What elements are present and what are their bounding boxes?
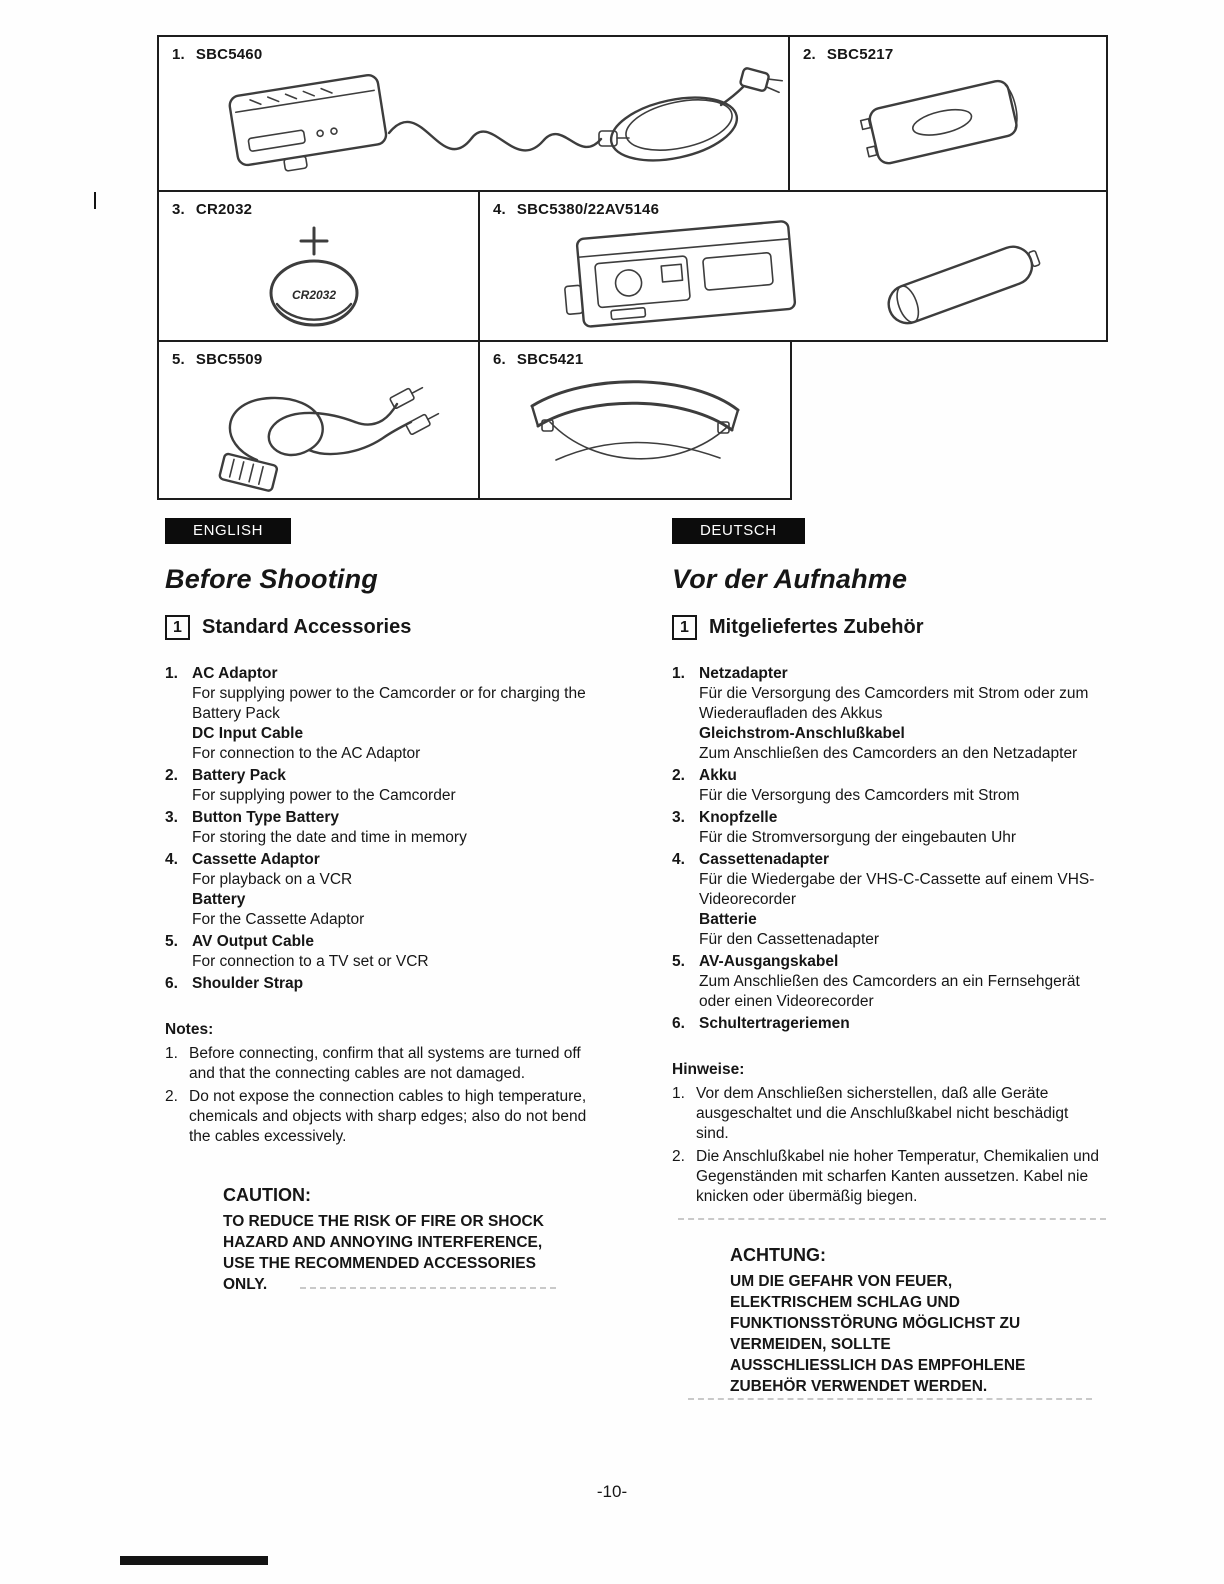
scan-artifact-dashes	[688, 1398, 1092, 1400]
list-item	[165, 664, 643, 764]
note-number: 1.	[165, 1045, 178, 1062]
item-description: Zum Anschließen des Camcorders an den Netzadapter	[699, 745, 1078, 762]
item-number: 1.	[165, 665, 178, 682]
notes-german	[672, 1060, 1150, 1207]
item-number: 5.	[165, 933, 178, 950]
german-column	[672, 518, 1150, 1397]
section-header-german	[672, 615, 1150, 640]
accessory-code: CR2032	[195, 201, 253, 218]
note-item	[165, 1044, 643, 1084]
accessory-list-german	[672, 664, 1150, 1034]
accessory-code: SBC5380/22AV5146	[516, 201, 660, 218]
accessory-box-6	[478, 340, 792, 500]
notes-english	[165, 1020, 643, 1147]
note-item	[672, 1147, 1150, 1207]
note-number: 2.	[165, 1088, 178, 1105]
item-description: For supplying power to the Camcorder or for charging the Battery Pack	[192, 685, 586, 722]
item-subname: Battery	[192, 891, 246, 908]
item-number: 2.	[165, 767, 178, 784]
item-description: Für die Wiedergabe der VHS-C-Cassette auf einem VHS-Videorecorder	[699, 871, 1095, 908]
accessory-code: SBC5217	[826, 46, 894, 63]
item-name: Shoulder Strap	[192, 975, 304, 992]
accessory-box-4	[478, 190, 1108, 342]
accessory-number: 3.	[172, 201, 185, 218]
list-item	[165, 766, 643, 806]
item-subname: DC Input Cable	[192, 725, 304, 742]
scan-artifact-tick	[94, 192, 96, 209]
page-title-english: Before Shooting	[165, 564, 378, 594]
caution-text: TO REDUCE THE RISK OF FIRE OR SHOCK HAZARD AND ANNOYING INTERFERENCE, USE THE RECOMMENDED ACCESSORIES ONLY.	[223, 1213, 544, 1293]
item-name: AV-Ausgangskabel	[699, 953, 839, 970]
language-badge-german: DEUTSCH	[672, 518, 805, 544]
item-name: AC Adaptor	[192, 665, 278, 682]
language-badge-english: ENGLISH	[165, 518, 291, 544]
accessory-code: SBC5421	[516, 351, 584, 368]
list-item	[165, 974, 643, 994]
item-name: Cassette Adaptor	[192, 851, 320, 868]
section-title: Mitgeliefertes Zubehör	[709, 616, 924, 638]
item-subname: Gleichstrom-Anschlußkabel	[699, 725, 905, 742]
list-item	[672, 952, 1150, 1012]
note-text: Do not expose the connection cables to high temperature, chemicals and objects with sharp edges; also do not bend the cables excessively.	[189, 1088, 587, 1145]
page-title-german: Vor der Aufnahme	[672, 564, 908, 594]
item-name: AV Output Cable	[192, 933, 314, 950]
accessory-code: SBC5509	[195, 351, 263, 368]
page-number: -10-	[596, 1482, 628, 1501]
item-description: For storing the date and time in memory	[192, 829, 467, 846]
accessory-number: 4.	[493, 201, 506, 218]
item-description: Für die Versorgung des Camcorders mit Strom oder zum Wiederaufladen des Akkus	[699, 685, 1089, 722]
item-description: For connection to a TV set or VCR	[192, 953, 429, 970]
item-number: 6.	[165, 975, 178, 992]
list-item	[165, 808, 643, 848]
accessory-label	[493, 351, 583, 368]
scan-artifact-dashes	[300, 1287, 556, 1289]
note-number: 1.	[672, 1085, 685, 1102]
list-item	[165, 932, 643, 972]
scan-artifact-dashes	[678, 1218, 1106, 1220]
list-item	[672, 850, 1150, 950]
section-number-box: 1	[672, 615, 697, 640]
accessory-number: 5.	[172, 351, 185, 368]
accessory-label	[493, 201, 659, 218]
item-name: Schultertrageriemen	[699, 1015, 850, 1032]
accessory-label	[172, 201, 252, 218]
accessory-number: 6.	[493, 351, 506, 368]
section-number-box: 1	[165, 615, 190, 640]
note-text: Vor dem Anschließen sicherstellen, daß alle Geräte ausgeschaltet und die Anschlußkabel nicht beschädigt sind.	[696, 1085, 1069, 1142]
item-description: For playback on a VCR	[192, 871, 353, 888]
note-item	[672, 1084, 1150, 1144]
notes-title: Hinweise:	[672, 1061, 745, 1078]
english-column	[165, 518, 643, 1295]
item-number: 2.	[672, 767, 685, 784]
accessory-code: SBC5460	[195, 46, 263, 63]
item-description: Zum Anschließen des Camcorders an ein Fernsehgerät oder einen Videorecorder	[699, 973, 1080, 1010]
accessory-label	[172, 351, 262, 368]
accessory-list-english	[165, 664, 643, 994]
list-item	[672, 1014, 1150, 1034]
notes-title: Notes:	[165, 1021, 214, 1038]
list-item	[165, 850, 643, 930]
scan-artifact-bar	[120, 1556, 268, 1565]
item-number: 3.	[672, 809, 685, 826]
item-number: 4.	[165, 851, 178, 868]
section-title: Standard Accessories	[202, 616, 412, 638]
note-number: 2.	[672, 1148, 685, 1165]
accessory-label	[172, 46, 262, 63]
item-name: Akku	[699, 767, 737, 784]
accessory-box-5	[157, 340, 480, 500]
item-number: 4.	[672, 851, 685, 868]
note-text: Die Anschlußkabel nie hoher Temperatur, Chemikalien und Gegenständen mit scharfen Kanten aussetzen. Kabel nie knicken oder übermäßig biegen.	[696, 1148, 1099, 1205]
item-description: For the Cassette Adaptor	[192, 911, 365, 928]
item-number: 1.	[672, 665, 685, 682]
list-item	[672, 808, 1150, 848]
item-description: Für den Cassettenadapter	[699, 931, 880, 948]
caution-text: UM DIE GEFAHR VON FEUER, ELEKTRISCHEM SCHLAG UND FUNKTIONSSTÖRUNG MÖGLICHST ZU VERMEIDEN, SOLLTE AUSSCHLIESSLICH DAS EMPFOHLENE ZUBEHÖR VERWENDET WERDEN.	[730, 1273, 1026, 1395]
accessory-number: 2.	[803, 46, 816, 63]
item-description: For connection to the AC Adaptor	[192, 745, 421, 762]
accessory-number: 1.	[172, 46, 185, 63]
caution-title: ACHTUNG:	[730, 1245, 826, 1265]
accessory-label	[803, 46, 893, 63]
caution-block-english	[223, 1185, 558, 1295]
accessory-box-3	[157, 190, 480, 342]
section-header-english	[165, 615, 643, 640]
item-number: 5.	[672, 953, 685, 970]
item-description: Für die Stromversorgung der eingebauten Uhr	[699, 829, 1017, 846]
item-name: Battery Pack	[192, 767, 286, 784]
item-number: 6.	[672, 1015, 685, 1032]
item-subname: Batterie	[699, 911, 757, 928]
item-description: Für die Versorgung des Camcorders mit Strom	[699, 787, 1020, 804]
item-description: For supplying power to the Camcorder	[192, 787, 456, 804]
list-item	[672, 664, 1150, 764]
accessory-box-2	[788, 35, 1108, 192]
item-number: 3.	[165, 809, 178, 826]
list-item	[672, 766, 1150, 806]
caution-block-german	[730, 1245, 1038, 1397]
coin-label: CR2032	[291, 288, 337, 302]
note-item	[165, 1087, 643, 1147]
accessory-box-1	[157, 35, 790, 192]
item-name: Knopfzelle	[699, 809, 778, 826]
item-name: Button Type Battery	[192, 809, 339, 826]
caution-title: CAUTION:	[223, 1185, 311, 1205]
note-text: Before connecting, confirm that all systems are turned off and that the connecting cables are not damaged.	[189, 1045, 581, 1082]
item-name: Cassettenadapter	[699, 851, 830, 868]
item-name: Netzadapter	[699, 665, 788, 682]
